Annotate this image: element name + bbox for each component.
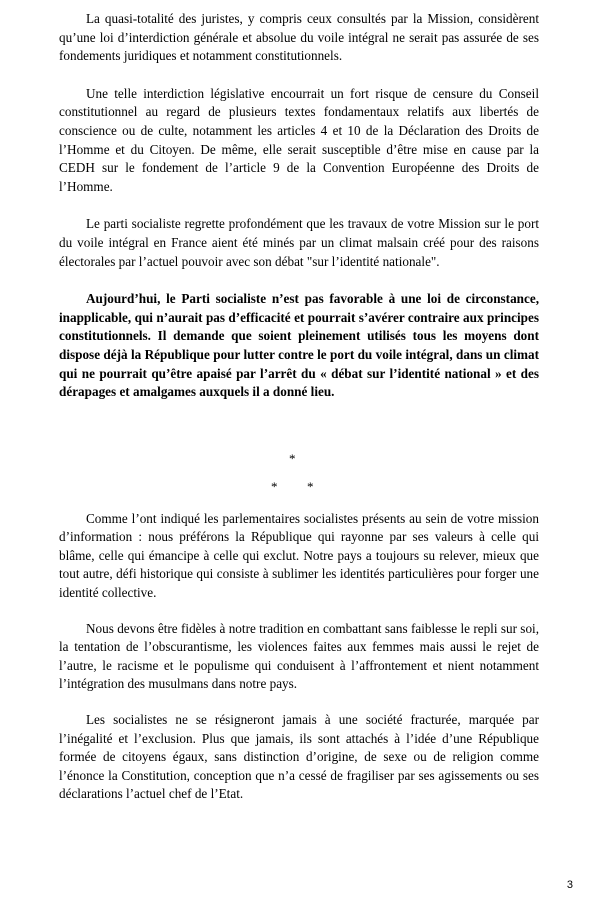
- separator-asterisk: *: [271, 478, 278, 494]
- separator-asterisk: *: [307, 478, 314, 494]
- paragraph-tradition: Nous devons être fidèles à notre tradition en combattant sans faiblesse le repli sur soi, la tentation de l’obscurantisme, les violences faites aux femmes mais aussi le rejet de l’autre, le racisme et le populisme qui conduisent à l’affrontement et nient notamment l’intégration des musulmans dans notre pays.: [59, 620, 539, 692]
- paragraph-socialist-commitment: Les socialistes ne se résigneront jamais à une société fracturée, marquée par l’inégalité et l’exclusion. Plus que jamais, ils sont attachés à l’idée d’une République formée de citoyens égaux, sans distinction d’origine, de sexe ou de religion comme l’énonce la Constitution, conception que n’a cessé de fragiliser par ses agissements ou ses déclarations l’actuel chef de l’Etat.: [59, 712, 539, 802]
- separator-asterisk: *: [289, 450, 296, 466]
- paragraph-constitutional-risk: Une telle interdiction législative encourrait un fort risque de censure du Conseil constitutionnel au regard de plusieurs textes fondamentaux relatifs aux libertés de conscience ou de culte, notamment les articles 4 et 10 de la Déclaration des Droits de l’Homme et du Citoyen. De même, elle serait susceptible d’être mise en cause par la CEDH sur le fondement de l’article 9 de la Convention Européenne des Droits de l’Homme.: [59, 85, 539, 194]
- document-page: [59, 10, 539, 804]
- paragraph-republic-values: Comme l’ont indiqué les parlementaires socialistes présents au sein de votre mission d’information : nous préférons la République qui rayonne par ses valeurs à celle qui blâme, celle qui émancipe à celle qui exclut. Notre pays a toujours su relever, mieux que tout autre, défi historique qui consiste à sublimer les identités particulières pour forger une identité collective.: [59, 510, 539, 601]
- section-separator: [59, 402, 539, 510]
- paragraph-legal-basis: La quasi-totalité des juristes, y compris ceux consultés par la Mission, considèrent qu’une loi d’interdiction générale et absolue du voile intégral ne serait pas assurée de ses fondements juridiques et notamment constitutionnels.: [59, 11, 539, 64]
- paragraph-party-regret: Le parti socialiste regrette profondément que les travaux de votre Mission sur le port du voile intégral en France aient été minés par un climat malsain créé pour des raisons électorales par l’actuel pouvoir avec son débat "sur l’identité nationale".: [59, 216, 539, 269]
- page-number: 3: [566, 879, 573, 891]
- paragraph-party-position: Aujourd’hui, le Parti socialiste n’est pas favorable à une loi de circonstance, inapplicable, qui n’aurait pas d’efficacité et pourrait s’avérer contraire aux principes constitutionnels. Il demande que soient pleinement utilisés tous les moyens dont dispose déjà la République pour lutter contre le port du voile intégral, dans un climat qui ne pourrait qu’être apaisé par l’arrêt du « débat sur l’identité national » et des dérapages et amalgames auxquels il a donné lieu.: [59, 291, 539, 400]
